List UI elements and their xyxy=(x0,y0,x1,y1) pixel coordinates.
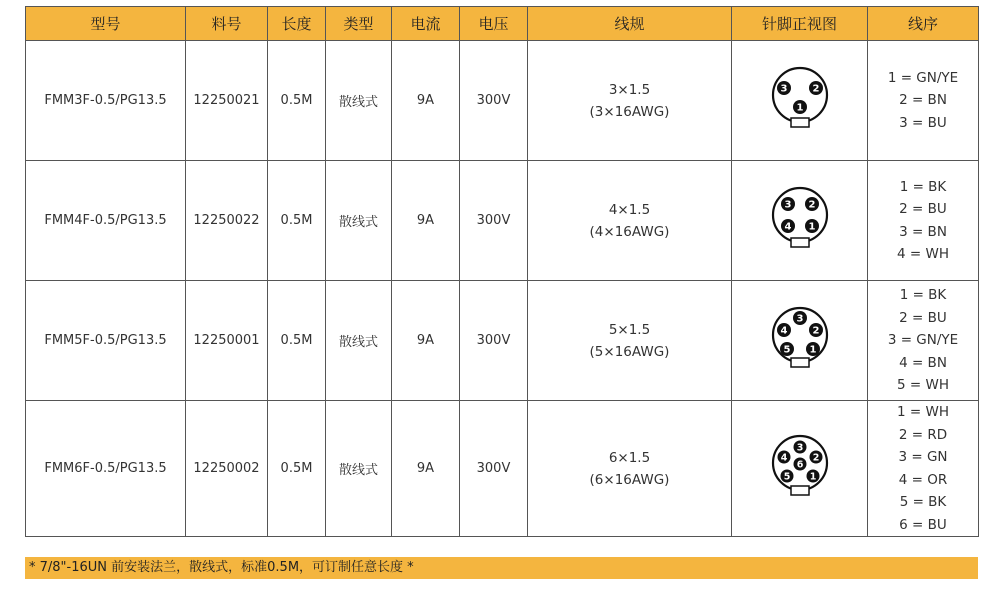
length-cell: 0.5M xyxy=(268,161,326,281)
table-row xyxy=(26,41,979,161)
gauge-mm2: 4×1.5 xyxy=(608,201,651,218)
wire-gauge-cell xyxy=(528,161,732,281)
voltage-cell: 300V xyxy=(460,161,528,281)
voltage-cell: 300V xyxy=(460,281,528,401)
header-current: 电流 xyxy=(392,7,460,41)
pin-view-cell xyxy=(732,161,868,281)
wire-gauge-cell xyxy=(528,401,732,537)
svg-text:1: 1 xyxy=(808,221,815,232)
model-cell: FMM4F-0.5/PG13.5 xyxy=(26,161,186,281)
wire-gauge-cell xyxy=(528,281,732,401)
gauge-awg: (5×16AWG) xyxy=(589,343,670,360)
pin-3 xyxy=(781,197,795,211)
pin-2 xyxy=(805,197,819,211)
pin-4 xyxy=(777,323,791,337)
length-cell: 0.5M xyxy=(268,41,326,161)
wire-gauge-cell xyxy=(528,41,732,161)
wire-order-item: 3 = GN xyxy=(898,449,948,465)
pin-1 xyxy=(805,219,819,233)
pin-5 xyxy=(780,469,793,482)
header-type: 类型 xyxy=(326,7,392,41)
connector-3pin-diagram xyxy=(769,66,831,136)
wire-order-item: 3 = BN xyxy=(899,223,947,240)
type-cell: 散线式 xyxy=(326,401,392,537)
svg-text:1: 1 xyxy=(809,471,816,482)
pin-view-cell xyxy=(732,41,868,161)
wire-order-item: 1 = BK xyxy=(899,287,947,304)
pin-2 xyxy=(809,81,823,95)
wire-order-item: 4 = BN xyxy=(899,354,947,371)
connector-key xyxy=(791,238,809,247)
wire-order-item: 1 = GN/YE xyxy=(887,69,959,86)
wire-order-cell xyxy=(868,281,979,401)
svg-text:1: 1 xyxy=(809,344,816,355)
connector-6pin-diagram xyxy=(769,434,831,504)
type-cell: 散线式 xyxy=(326,41,392,161)
pin-4 xyxy=(777,450,790,463)
svg-text:2: 2 xyxy=(812,83,819,94)
current-cell: 9A xyxy=(392,41,460,161)
connector-5pin-diagram xyxy=(769,306,831,376)
model-cell: FMM5F-0.5/PG13.5 xyxy=(26,281,186,401)
part-no-cell: 12250002 xyxy=(186,401,268,537)
header-voltage: 电压 xyxy=(460,7,528,41)
wire-order-cell xyxy=(868,41,979,161)
connector-key xyxy=(791,486,809,495)
connector-key xyxy=(791,358,809,367)
header-wire-gauge: 线规 xyxy=(528,7,732,41)
svg-text:5: 5 xyxy=(783,344,790,355)
wire-order-item: 4 = WH xyxy=(897,246,949,262)
wire-order-item: 2 = BN xyxy=(899,92,947,109)
svg-text:2: 2 xyxy=(812,325,819,336)
pin-4 xyxy=(781,219,795,233)
table-row xyxy=(26,281,979,401)
wire-order-item: 1 = WH xyxy=(897,404,949,420)
pin-3 xyxy=(793,311,807,325)
wire-order-item: 6 = BU xyxy=(899,516,947,533)
connector-key xyxy=(791,118,809,127)
model-cell: FMM6F-0.5/PG13.5 xyxy=(26,401,186,537)
svg-text:1: 1 xyxy=(796,102,803,113)
wire-order-cell xyxy=(868,401,979,537)
pin-1 xyxy=(806,469,819,482)
current-cell: 9A xyxy=(392,161,460,281)
gauge-mm2: 3×1.5 xyxy=(608,81,651,98)
gauge-mm2: 5×1.5 xyxy=(608,321,651,338)
wire-order-item: 2 = BU xyxy=(899,201,947,217)
pin-1 xyxy=(793,100,807,114)
wire-order-item: 5 = WH xyxy=(897,377,949,394)
gauge-awg: (3×16AWG) xyxy=(589,103,670,120)
svg-text:3: 3 xyxy=(780,83,787,94)
pin-2 xyxy=(809,323,823,337)
type-cell: 散线式 xyxy=(326,161,392,281)
wire-order-item: 3 = BU xyxy=(899,114,947,131)
voltage-cell: 300V xyxy=(460,41,528,161)
wire-order-item: 3 = GN/YE xyxy=(887,332,959,349)
wire-order-item: 4 = OR xyxy=(898,471,948,488)
gauge-awg: (4×16AWG) xyxy=(589,223,670,240)
pin-3 xyxy=(793,440,806,453)
svg-text:3: 3 xyxy=(796,442,803,453)
table-row xyxy=(26,401,979,537)
gauge-mm2: 6×1.5 xyxy=(608,449,651,466)
pin-5 xyxy=(780,342,794,356)
gauge-awg: (6×16AWG) xyxy=(589,471,670,488)
svg-text:2: 2 xyxy=(812,452,819,463)
header-pin-view: 针脚正视图 xyxy=(732,7,868,41)
connector-4pin-diagram xyxy=(769,186,831,256)
pin-view-cell xyxy=(732,401,868,537)
svg-text:4: 4 xyxy=(780,325,787,336)
svg-text:5: 5 xyxy=(783,471,790,482)
header-length: 长度 xyxy=(268,7,326,41)
pin-3 xyxy=(777,81,791,95)
svg-text:6: 6 xyxy=(796,459,803,470)
wire-order-item: 2 = BU xyxy=(899,309,947,326)
wire-order-item: 5 = BK xyxy=(899,494,947,510)
svg-text:3: 3 xyxy=(796,313,803,324)
voltage-cell: 300V xyxy=(460,401,528,537)
current-cell: 9A xyxy=(392,401,460,537)
connector-outline xyxy=(773,188,827,242)
pin-2 xyxy=(809,450,822,463)
current-cell: 9A xyxy=(392,281,460,401)
svg-text:4: 4 xyxy=(784,221,791,232)
footnote-banner: * 7/8"-16UN 前安装法兰，散线式，标准0.5M，可订制任意长度 * xyxy=(25,557,978,579)
header-row xyxy=(26,7,979,41)
header-part-no: 料号 xyxy=(186,7,268,41)
svg-text:3: 3 xyxy=(784,199,791,210)
pin-view-cell xyxy=(732,281,868,401)
part-no-cell: 12250022 xyxy=(186,161,268,281)
length-cell: 0.5M xyxy=(268,401,326,537)
model-cell: FMM3F-0.5/PG13.5 xyxy=(26,41,186,161)
length-cell: 0.5M xyxy=(268,281,326,401)
spec-table xyxy=(25,6,979,537)
pin-6 xyxy=(793,457,806,470)
svg-text:2: 2 xyxy=(808,199,815,210)
type-cell: 散线式 xyxy=(326,281,392,401)
part-no-cell: 12250001 xyxy=(186,281,268,401)
pin-1 xyxy=(806,342,820,356)
table-row xyxy=(26,161,979,281)
wire-order-item: 1 = BK xyxy=(899,178,947,195)
wire-order-item: 2 = RD xyxy=(898,426,948,443)
header-wire-order: 线序 xyxy=(868,7,979,41)
header-model: 型号 xyxy=(26,7,186,41)
part-no-cell: 12250021 xyxy=(186,41,268,161)
wire-order-cell xyxy=(868,161,979,281)
svg-text:4: 4 xyxy=(780,452,787,463)
